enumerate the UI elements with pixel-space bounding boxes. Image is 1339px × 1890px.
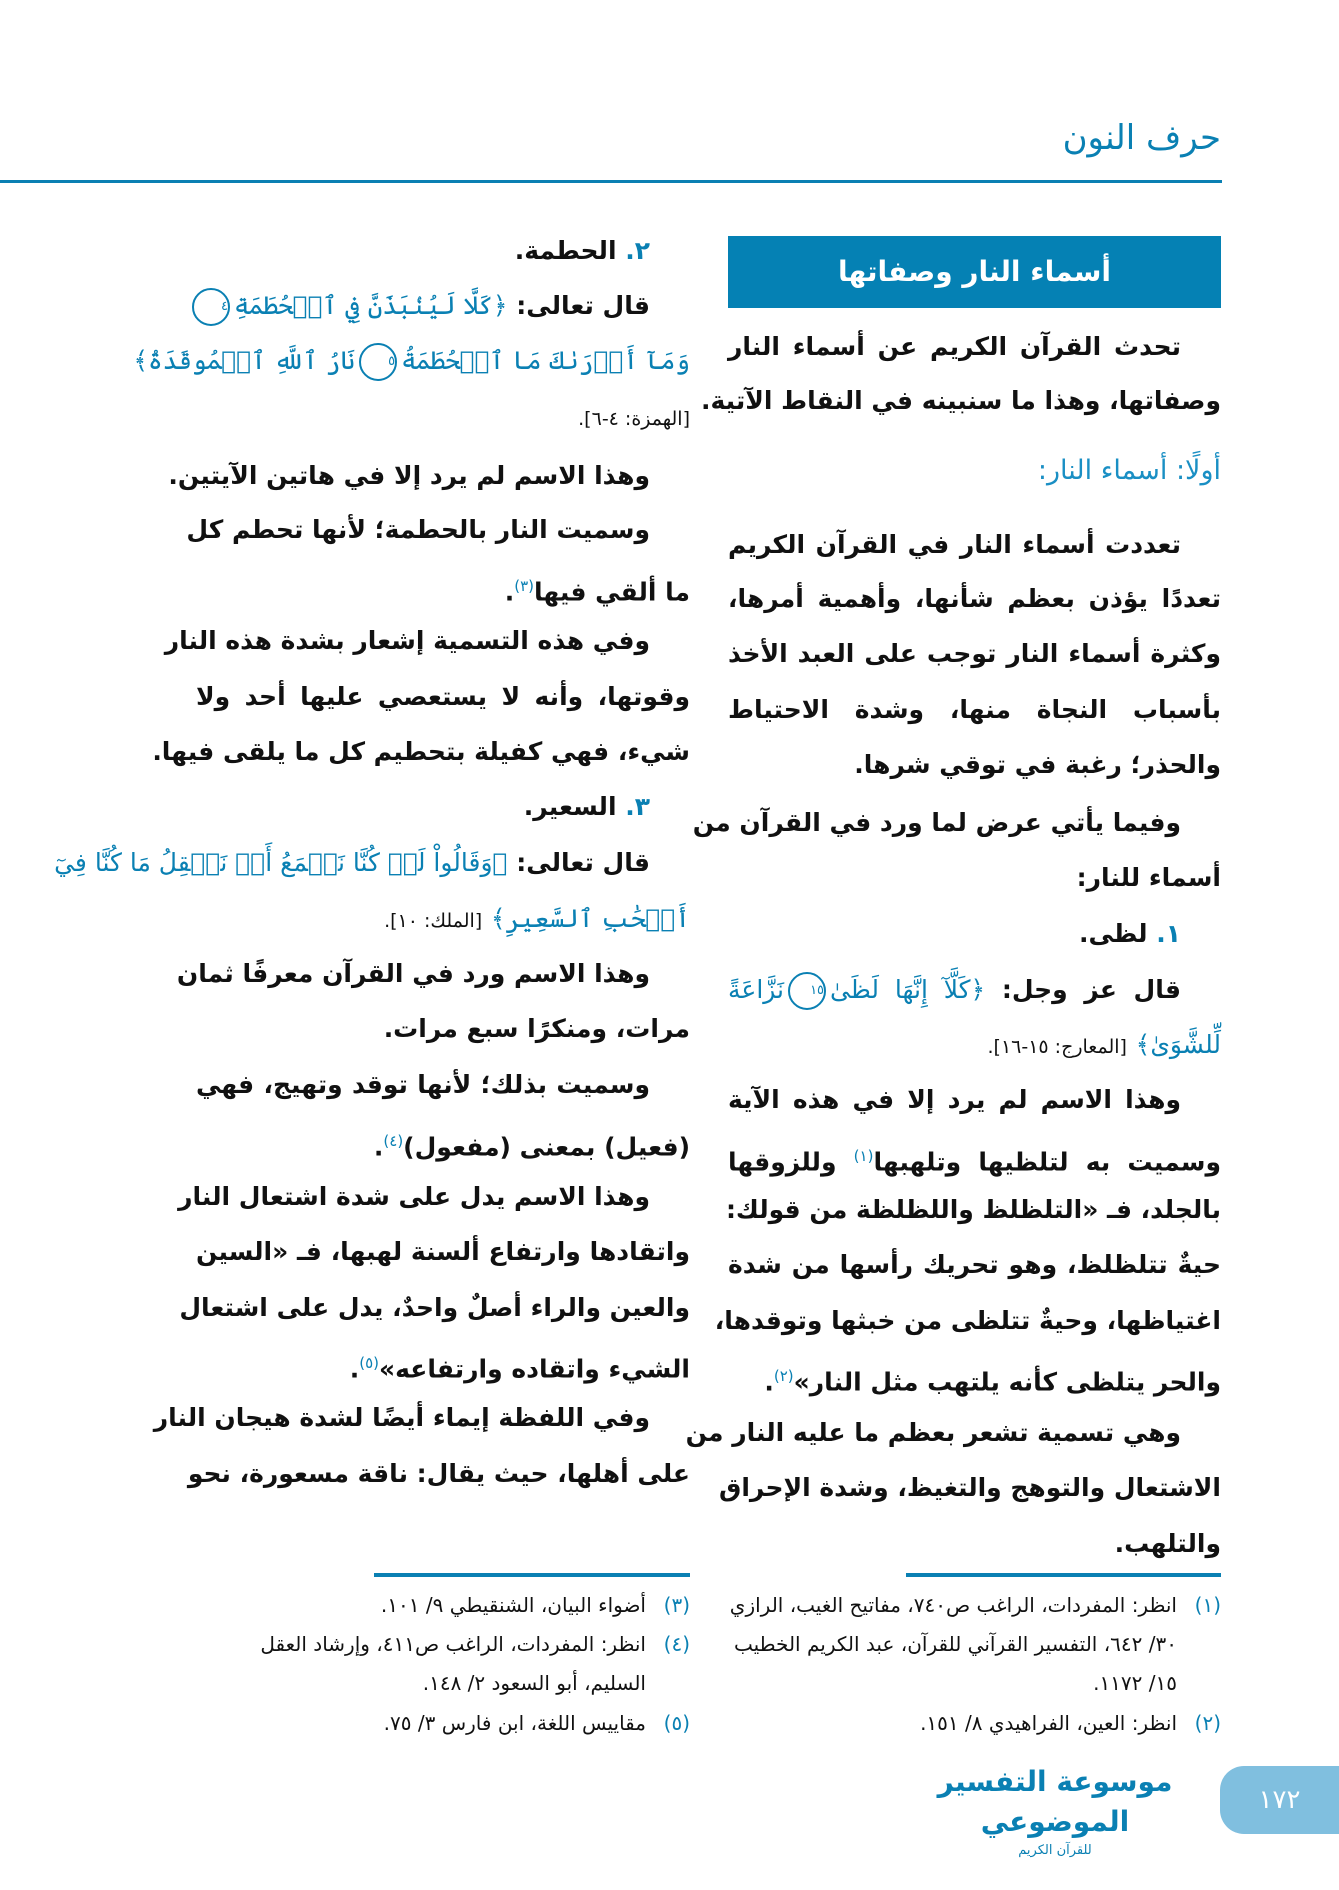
footnote-divider <box>906 1573 1221 1577</box>
ayah-number-icon: ٤ <box>192 288 230 326</box>
header-divider <box>0 180 1222 183</box>
footnote-ref[interactable]: (٢) <box>773 1367 794 1385</box>
text-line <box>196 1335 690 1391</box>
quote-intro: قال تعالى: <box>516 848 650 877</box>
text-line: وفيما يأتي عرض لما ورد في القرآن من <box>692 808 1181 837</box>
footnote-number: (٥) <box>663 1711 690 1735</box>
text-line: وصفاتها، وهذا ما سنبينه في النقاط الآتية. <box>701 386 1221 415</box>
verse-reference: [الملك: ١٠]. <box>384 910 483 932</box>
text-line: والتلهب. <box>1114 1529 1221 1558</box>
text-line: اغتياظها، وحيةٌ تتلظى من خبثها وتوقدها، <box>714 1306 1221 1335</box>
footnote <box>728 1704 1221 1743</box>
encyclopedia-logo <box>930 1762 1180 1860</box>
text-line: شيء، فهي كفيلة بتحطيم كل ما يلقى فيها. <box>152 737 690 766</box>
item-title: الحطمة. <box>514 236 617 265</box>
text-line: وكثرة أسماء النار توجب على العبد الأخذ <box>728 639 1221 668</box>
item-title: لظى. <box>1078 919 1148 948</box>
quran-verse: ﴿وَقَالُواْ لَوۡ كُنَّا نَسۡمَعُ أَوۡ نَعۡقِلُ مَا كُنَّا فِيٓ <box>54 848 508 877</box>
footnote-text: انظر: المفردات، الراغب ص٤١١، وإرشاد العقل السليم، أبو السعود ٢/ ١٤٨. <box>260 1632 646 1695</box>
text-line: الاشتعال والتوهج والتغيظ، وشدة الإحراق <box>719 1473 1221 1502</box>
quran-line <box>728 1017 1221 1073</box>
item-title: السعير. <box>523 792 617 821</box>
text-line: وقوتها، وأنه لا يستعصي عليها أحد ولا <box>196 682 690 711</box>
text-line: وهذا الاسم يدل على شدة اشتعال النار <box>178 1182 650 1211</box>
footnote <box>196 1704 690 1743</box>
quote-intro: قال عز وجل: <box>1001 975 1181 1004</box>
text-line: والعين والراء أصلٌ واحدٌ، يدل على اشتعال <box>179 1293 690 1322</box>
quran-verse: أَصۡحَٰبِ ٱلسَّعِيرِ﴾ <box>490 904 690 933</box>
footnote-ref[interactable]: (٣) <box>514 577 535 595</box>
footnote-divider <box>374 1573 690 1577</box>
text-line <box>728 1128 1221 1184</box>
logo-sub-text: للقرآن الكريم <box>1018 1843 1092 1858</box>
text-line: بأسباب النجاة منها، وشدة الاحتياط <box>728 695 1221 724</box>
text: الشيء واتقاده وارتفاعه» <box>379 1354 690 1384</box>
item-number: ١. <box>1156 919 1181 948</box>
footnote-text: انظر: العين، الفراهيدي ٨/ ١٥١. <box>920 1711 1177 1735</box>
footnote <box>196 1625 690 1703</box>
text-line: وفي هذه التسمية إشعار بشدة هذه النار <box>164 626 650 655</box>
text-line <box>196 558 690 614</box>
text-line: واتقادها وارتفاع ألسنة لهبها، فـ «السين <box>196 1237 690 1266</box>
text-line: أسماء للنار: <box>1076 863 1221 892</box>
ayah-number-icon: ١٥ <box>788 972 826 1010</box>
text-line: وهذا الاسم لم يرد إلا في هاتين الآيتين. <box>168 461 650 490</box>
quran-verse: نَزَّاعَةً <box>728 975 785 1004</box>
quran-line <box>196 278 690 334</box>
text-line: تعددت أسماء النار في القرآن الكريم <box>728 530 1181 559</box>
quran-line <box>133 333 690 389</box>
subheading: أولًا: أسماء النار: <box>1037 455 1221 486</box>
section-heading: أسماء النار وصفاتها <box>728 236 1221 308</box>
footnote-text: مقاييس اللغة، ابن فارس ٣/ ٧٥. <box>383 1711 646 1735</box>
quran-verse: وَمَآ أَدۡرَىٰكَ مَا ٱلۡحُطَمَةُ <box>401 346 690 375</box>
footnote <box>728 1586 1221 1703</box>
item-number: ٢. <box>625 236 650 265</box>
text: . <box>764 1367 774 1397</box>
logo-main-text: موسوعة التفسير الموضوعي <box>937 1765 1173 1838</box>
quran-verse: ﴿كَلَّا لَيُنۢبَذَنَّ فِي ٱلۡحُطَمَةِ <box>233 291 508 320</box>
text-line: وهذا الاسم لم يرد إلا في هذه الآية <box>728 1085 1181 1114</box>
text: ما ألقي فيها <box>534 577 690 607</box>
footnote-number: (١) <box>1194 1593 1221 1617</box>
text-line: مرات، ومنكرًا سبع مرات. <box>383 1014 690 1043</box>
text-line: حيةٌ تتلظلظ، وهو تحريك رأسها من شدة <box>728 1250 1221 1279</box>
text-line: وفي اللفظة إيماء أيضًا لشدة هيجان النار <box>153 1403 650 1432</box>
text-line: وسميت النار بالحطمة؛ لأنها تحطم كل <box>186 515 650 544</box>
text: . <box>373 1132 384 1162</box>
text: . <box>349 1354 360 1384</box>
text-line <box>728 1348 1221 1404</box>
footnote-number: (٤) <box>663 1632 690 1656</box>
page-number: ١٧٢ <box>1220 1766 1339 1834</box>
text-line: والحذر؛ رغبة في توقي شرها. <box>854 750 1221 779</box>
text-line <box>196 1113 690 1169</box>
verse-reference: [المعارج: ١٥-١٦]. <box>987 1036 1127 1058</box>
quran-line <box>54 835 690 891</box>
text: والحر يتلظى كأنه يلتهب مثل النار» <box>793 1367 1221 1397</box>
item-heading <box>196 779 690 835</box>
footnote-text: انظر: المفردات، الراغب ص٧٤٠، مفاتيح الغيب، الرازي ٣٠/ ٦٤٢، التفسير القرآني للقرآن، عبد الكريم الخطيب ١٥/ ١١٧٢. <box>729 1593 1177 1695</box>
footnote-number: (٢) <box>1194 1711 1221 1735</box>
item-number: ٣. <box>625 792 650 821</box>
text: وللزوقها <box>728 1147 837 1177</box>
footnote-ref[interactable]: (١) <box>853 1147 874 1165</box>
quran-line <box>196 891 690 947</box>
text-line: تعددًا يؤذن بعظم شأنها، وأهمية أمرها، <box>728 584 1221 613</box>
quran-verse: نَارُ ٱللَّهِ ٱلۡمُوقَدَةُ﴾ <box>133 346 356 375</box>
text-line: وسميت بذلك؛ لأنها توقد وتهيج، فهي <box>196 1070 650 1099</box>
text-line: وهي تسمية تشعر بعظم ما عليه النار من <box>685 1418 1181 1447</box>
footnote-ref[interactable]: (٥) <box>359 1354 379 1372</box>
ayah-number-icon: ٥ <box>359 343 397 381</box>
footnote <box>196 1586 690 1625</box>
item-heading <box>196 223 690 279</box>
text: وسميت به لتلظيها وتلهبها <box>873 1147 1221 1177</box>
quran-line <box>728 962 1221 1018</box>
chapter-title: حرف النون <box>1062 118 1221 158</box>
footnote-number: (٣) <box>663 1593 690 1617</box>
text-line: على أهلها، حيث يقال: ناقة مسعورة، نحو <box>187 1459 690 1488</box>
quote-intro: قال تعالى: <box>516 291 650 320</box>
quran-verse: لِّلشَّوَىٰ﴾ <box>1135 1030 1221 1059</box>
quran-verse: ﴿كَلَّآ إِنَّهَا لَظَىٰ <box>830 975 986 1004</box>
verse-reference: [الهمزة: ٤-٦]. <box>578 408 690 430</box>
footnote-ref[interactable]: (٤) <box>383 1132 404 1150</box>
text: . <box>504 577 515 607</box>
text-line: تحدث القرآن الكريم عن أسماء النار <box>728 332 1181 361</box>
item-heading <box>728 906 1221 962</box>
footnote-text: أضواء البيان، الشنقيطي ٩/ ١٠١. <box>380 1593 646 1617</box>
text: (فعيل) بمعنى (مفعول) <box>403 1132 690 1162</box>
text-line: وهذا الاسم ورد في القرآن معرفًا ثمان <box>176 959 650 988</box>
text-line: بالجلد، فـ «التلظلظ واللظلظة من قولك: <box>725 1195 1221 1224</box>
